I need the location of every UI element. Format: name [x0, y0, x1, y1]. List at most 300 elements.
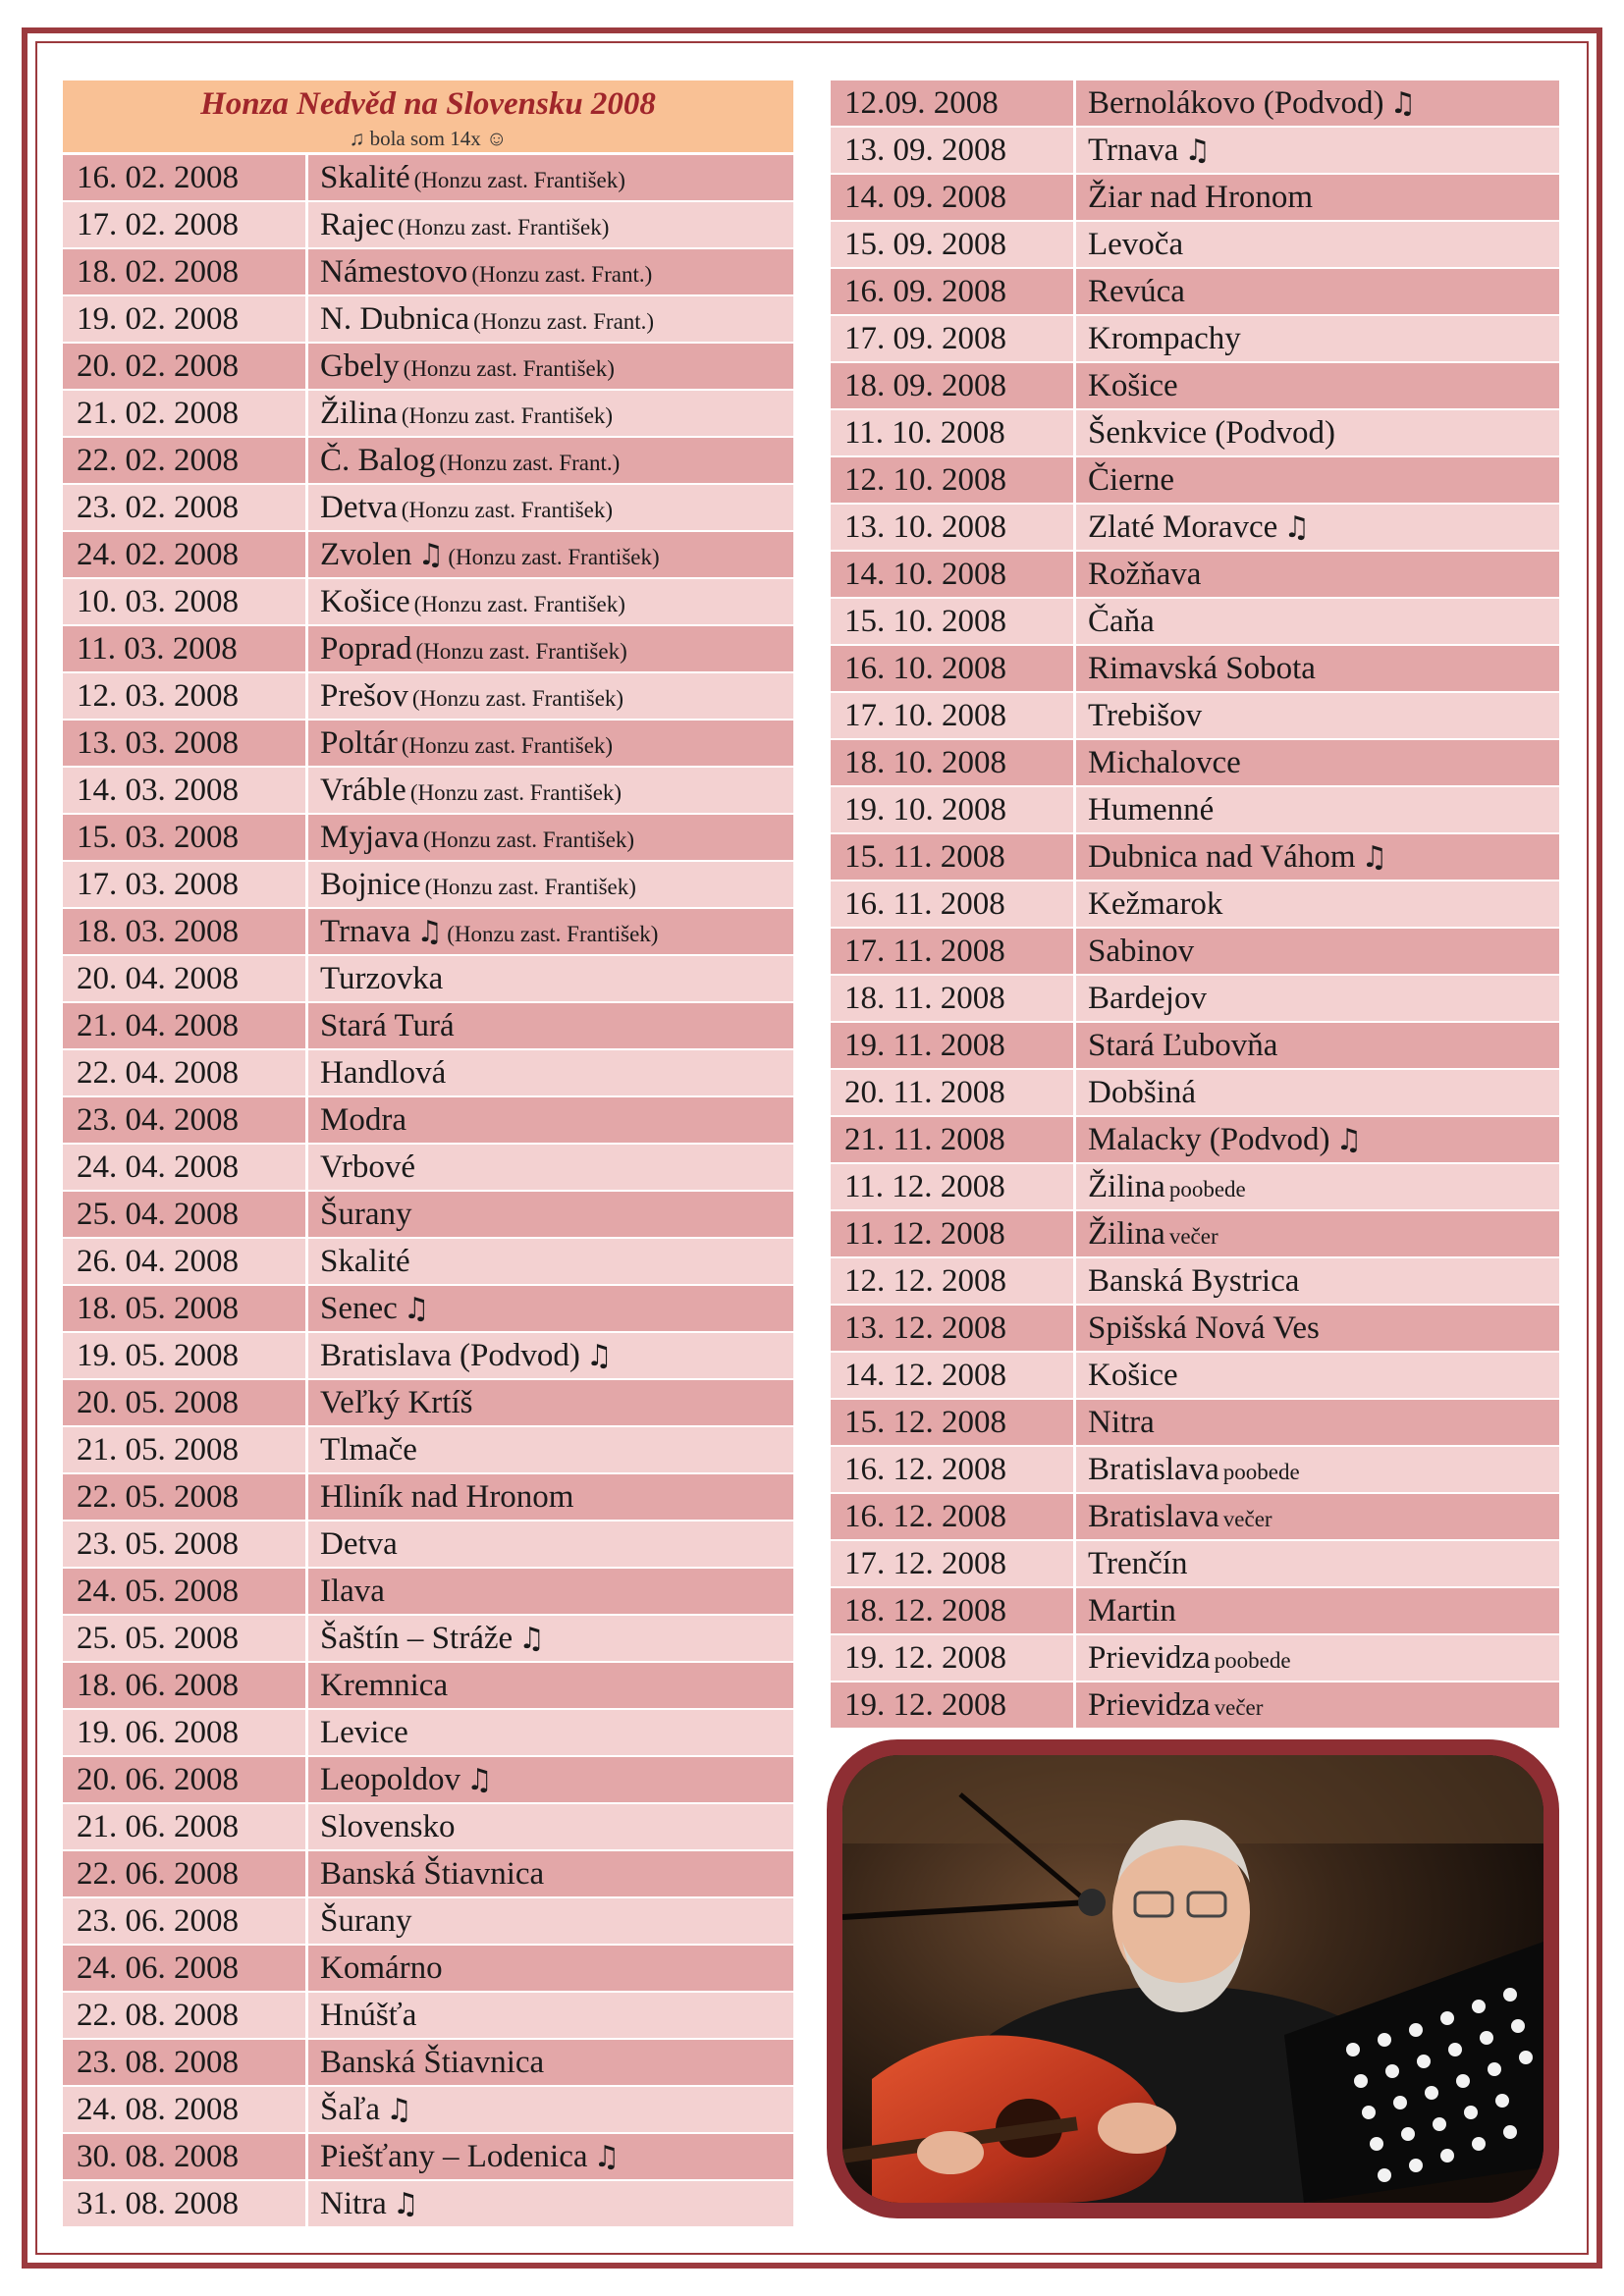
concert-date: 17. 03. 2008: [63, 862, 308, 907]
concert-row: [63, 1474, 793, 1522]
concert-date: 21. 05. 2008: [63, 1427, 308, 1472]
concert-row: [831, 976, 1559, 1023]
concert-place: Levice: [320, 1715, 408, 1750]
musician-photo-illustration: [842, 1755, 1543, 2203]
concert-place: Stará Turá: [320, 1008, 455, 1043]
concert-venue-cell: [1076, 1164, 1559, 1209]
concert-row: [63, 296, 793, 344]
concert-note: (Honzu zast. František): [409, 780, 623, 805]
concert-place: Trnava: [1088, 133, 1179, 168]
concert-date: 12. 03. 2008: [63, 673, 308, 719]
concert-date: 24. 05. 2008: [63, 1569, 308, 1614]
concert-row: [831, 1258, 1559, 1306]
concert-row: [831, 1023, 1559, 1070]
concert-place: Kežmarok: [1088, 886, 1223, 922]
concert-row: [63, 626, 793, 673]
concert-place: Sabinov: [1088, 934, 1195, 969]
right-rows: [831, 80, 1559, 1730]
concert-row: [831, 1682, 1559, 1730]
concert-note: (Honzu zast. František): [413, 168, 625, 192]
music-note-icon: ♫: [416, 915, 444, 949]
concert-place: Stará Ľubovňa: [1088, 1028, 1278, 1063]
concert-date: 20. 11. 2008: [831, 1070, 1076, 1115]
concert-venue-cell: [1076, 881, 1559, 927]
concert-date: 25. 05. 2008: [63, 1616, 308, 1661]
concert-venue-cell: [308, 532, 793, 577]
concert-venue-cell: [1076, 1682, 1559, 1728]
concert-venue-cell: [308, 1851, 793, 1896]
concert-place: Šenkvice (Podvod): [1088, 415, 1336, 451]
concert-date: 23. 04. 2008: [63, 1097, 308, 1143]
concert-row: [63, 485, 793, 532]
concert-row: [831, 1353, 1559, 1400]
concert-venue-cell: [1076, 269, 1559, 314]
concert-row: [831, 881, 1559, 929]
concert-venue-cell: [308, 1569, 793, 1614]
concert-note: (Honzu zast. František): [403, 356, 615, 381]
concert-place: Senec: [320, 1291, 398, 1326]
concert-date: 23. 08. 2008: [63, 2040, 308, 2085]
concert-date: 18. 09. 2008: [831, 363, 1076, 408]
concert-row: [831, 1117, 1559, 1164]
concert-place: Bratislava (Podvod): [320, 1338, 580, 1373]
concert-row: [831, 1070, 1559, 1117]
concert-date: 22. 06. 2008: [63, 1851, 308, 1896]
concert-date: 15. 12. 2008: [831, 1400, 1076, 1445]
concert-venue-cell: [308, 1145, 793, 1190]
concert-venue-cell: [1076, 316, 1559, 361]
concert-venue-cell: [308, 1946, 793, 1991]
concert-note: (Honzu zast. Frant.): [473, 309, 655, 334]
concert-place: Michalovce: [1088, 745, 1241, 780]
concert-row: [63, 1851, 793, 1898]
concert-venue-cell: [1076, 457, 1559, 503]
concert-place: Trebišov: [1088, 698, 1203, 733]
concert-row: [831, 410, 1559, 457]
concert-row: [63, 815, 793, 862]
concert-note: (Honzu zast. František): [401, 403, 614, 428]
concert-date: 20. 06. 2008: [63, 1757, 308, 1802]
concert-row: [63, 2040, 793, 2087]
concert-row: [831, 834, 1559, 881]
concert-venue-cell: [308, 1239, 793, 1284]
concert-venue-cell: [1076, 128, 1559, 173]
concert-row: [63, 391, 793, 438]
concert-venue-cell: [308, 1380, 793, 1425]
right-concert-table: [831, 80, 1559, 1730]
concert-place: Gbely: [320, 348, 400, 384]
title-box: [63, 80, 793, 155]
concert-venue-cell: [308, 1898, 793, 1944]
concert-row: [831, 646, 1559, 693]
concert-note: poobede: [1168, 1177, 1246, 1201]
concert-venue-cell: [308, 862, 793, 907]
concert-row: [63, 1286, 793, 1333]
concert-place: Rimavská Sobota: [1088, 651, 1316, 686]
concert-row: [63, 1239, 793, 1286]
concert-row: [63, 438, 793, 485]
concert-venue-cell: [1076, 552, 1559, 597]
concert-row: [63, 2134, 793, 2181]
concert-date: 18. 05. 2008: [63, 1286, 308, 1331]
concert-row: [63, 1663, 793, 1710]
concert-note: (Honzu zast. František): [422, 828, 635, 852]
concert-date: 30. 08. 2008: [63, 2134, 308, 2179]
concert-place: Hliník nad Hronom: [320, 1479, 574, 1515]
concert-venue-cell: [308, 673, 793, 719]
concert-place: Banská Štiavnica: [320, 1856, 545, 1892]
concert-date: 17. 11. 2008: [831, 929, 1076, 974]
concert-row: [831, 1494, 1559, 1541]
concert-note: (Honzu zast. František): [424, 875, 636, 899]
concert-place: Skalité: [320, 160, 410, 195]
concert-row: [63, 1050, 793, 1097]
concert-row: [63, 1522, 793, 1569]
concert-place: Zlaté Moravce: [1088, 509, 1278, 545]
concert-date: 23. 05. 2008: [63, 1522, 308, 1567]
concert-place: Malacky (Podvod): [1088, 1122, 1330, 1157]
concert-place: Poprad: [320, 631, 412, 667]
concert-place: Detva: [320, 1526, 398, 1562]
concert-note: (Honzu zast. František): [413, 592, 625, 616]
concert-venue-cell: [1076, 1258, 1559, 1304]
concert-place: Č. Balog: [320, 443, 436, 478]
concert-date: 17. 09. 2008: [831, 316, 1076, 361]
concert-date: 14. 12. 2008: [831, 1353, 1076, 1398]
concert-row: [63, 1145, 793, 1192]
concert-date: 16. 10. 2008: [831, 646, 1076, 691]
concert-row: [831, 1164, 1559, 1211]
concert-place: Nitra: [320, 2186, 387, 2221]
concert-note: (Honzu zast. František): [415, 639, 627, 664]
concert-venue-cell: [1076, 505, 1559, 550]
concert-row: [63, 344, 793, 391]
concert-date: 14. 03. 2008: [63, 768, 308, 813]
concert-venue-cell: [1076, 1541, 1559, 1586]
concert-row: [63, 155, 793, 202]
concert-place: Turzovka: [320, 961, 444, 996]
concert-place: Žilina: [1088, 1216, 1165, 1252]
concert-venue-cell: [308, 1427, 793, 1472]
concert-place: Banská Štiavnica: [320, 2045, 545, 2080]
concert-row: [831, 1635, 1559, 1682]
concert-venue-cell: [308, 1522, 793, 1567]
concert-row: [63, 1710, 793, 1757]
concert-date: 19. 05. 2008: [63, 1333, 308, 1378]
concert-date: 12. 10. 2008: [831, 457, 1076, 503]
concert-date: 15. 11. 2008: [831, 834, 1076, 880]
concert-date: 12.09. 2008: [831, 80, 1076, 126]
concert-venue-cell: [308, 1616, 793, 1661]
musician-photo: [842, 1755, 1543, 2203]
concert-date: 19. 06. 2008: [63, 1710, 308, 1755]
concert-note: (Honzu zast. František): [401, 733, 614, 758]
concert-venue-cell: [1076, 1306, 1559, 1351]
music-note-icon: ♫: [417, 538, 445, 572]
concert-row: [63, 249, 793, 296]
concert-place: Námestovo: [320, 254, 468, 290]
concert-row: [831, 929, 1559, 976]
concert-place: Nitra: [1088, 1405, 1155, 1440]
concert-note: (Honzu zast. František): [411, 686, 624, 711]
concert-date: 25. 04. 2008: [63, 1192, 308, 1237]
concert-place: Vrbové: [320, 1149, 415, 1185]
music-note-icon: ♫: [386, 2093, 412, 2127]
concert-date: 21. 04. 2008: [63, 1003, 308, 1048]
concert-venue-cell: [1076, 787, 1559, 832]
concert-date: 16. 02. 2008: [63, 155, 308, 200]
concert-venue-cell: [1076, 410, 1559, 455]
concert-venue-cell: [1076, 175, 1559, 220]
left-concert-table: [63, 80, 793, 2228]
concert-date: 16. 12. 2008: [831, 1494, 1076, 1539]
concert-date: 24. 06. 2008: [63, 1946, 308, 1991]
concert-venue-cell: [308, 626, 793, 671]
concert-note: večer: [1168, 1224, 1218, 1249]
concert-venue-cell: [1076, 834, 1559, 880]
concert-note: večer: [1214, 1695, 1264, 1720]
concert-place: Žilina: [1088, 1169, 1165, 1204]
concert-venue-cell: [1076, 1494, 1559, 1539]
music-note-icon: ♫: [1184, 133, 1212, 168]
concert-place: Handlová: [320, 1055, 447, 1091]
concert-date: 22. 04. 2008: [63, 1050, 308, 1095]
concert-row: [63, 768, 793, 815]
concert-venue-cell: [308, 1663, 793, 1708]
concert-place: Kremnica: [320, 1668, 449, 1703]
concert-date: 24. 04. 2008: [63, 1145, 308, 1190]
music-note-icon: ♫: [1283, 510, 1311, 545]
concert-place: Prievidza: [1088, 1640, 1211, 1676]
concert-note: poobede: [1214, 1648, 1291, 1673]
concert-row: [63, 1898, 793, 1946]
concert-date: 14. 09. 2008: [831, 175, 1076, 220]
concert-date: 20. 04. 2008: [63, 956, 308, 1001]
concert-date: 13. 09. 2008: [831, 128, 1076, 173]
concert-date: 17. 12. 2008: [831, 1541, 1076, 1586]
concert-venue-cell: [1076, 1023, 1559, 1068]
concert-date: 22. 08. 2008: [63, 1993, 308, 2038]
music-note-icon: ♫: [465, 1763, 493, 1797]
concert-place: Trnava: [320, 914, 411, 949]
concert-venue-cell: [308, 1097, 793, 1143]
concert-venue-cell: [308, 1333, 793, 1378]
music-note-icon: ♫: [518, 1622, 546, 1656]
concert-date: 23. 02. 2008: [63, 485, 308, 530]
concert-row: [831, 128, 1559, 175]
concert-place: Dobšiná: [1088, 1075, 1196, 1110]
concert-place: Komárno: [320, 1950, 443, 1986]
concert-note: (Honzu zast. František): [447, 922, 659, 946]
concert-place: Rožňava: [1088, 557, 1202, 592]
concert-date: 10. 03. 2008: [63, 579, 308, 624]
concert-row: [63, 1380, 793, 1427]
concert-venue-cell: [308, 1993, 793, 2038]
concert-place: Prešov: [320, 678, 408, 714]
concert-place: Šurany: [320, 1197, 412, 1232]
concert-date: 13. 03. 2008: [63, 721, 308, 766]
concert-venue-cell: [1076, 1400, 1559, 1445]
concert-row: [63, 1097, 793, 1145]
concert-date: 15. 10. 2008: [831, 599, 1076, 644]
concert-row: [63, 1946, 793, 1993]
concert-venue-cell: [1076, 740, 1559, 785]
concert-row: [831, 1306, 1559, 1353]
page-subtitle: ♫ bola som 14x ☺: [349, 127, 508, 150]
concert-row: [831, 1541, 1559, 1588]
concert-place: Bardejov: [1088, 981, 1207, 1016]
concert-date: 24. 08. 2008: [63, 2087, 308, 2132]
concert-row: [63, 909, 793, 956]
concert-note: večer: [1222, 1507, 1272, 1531]
concert-place: Šaštín – Stráže: [320, 1621, 514, 1656]
music-note-icon: ♫: [392, 2187, 419, 2221]
concert-row: [831, 599, 1559, 646]
concert-venue-cell: [308, 2181, 793, 2226]
concert-date: 24. 02. 2008: [63, 532, 308, 577]
concert-row: [63, 1427, 793, 1474]
concert-venue-cell: [1076, 1447, 1559, 1492]
concert-place: Bratislava: [1088, 1499, 1219, 1534]
concert-row: [63, 579, 793, 626]
concert-date: 15. 09. 2008: [831, 222, 1076, 267]
concert-venue-cell: [308, 1710, 793, 1755]
concert-note: (Honzu zast. František): [401, 498, 614, 522]
concert-row: [831, 269, 1559, 316]
concert-date: 21. 06. 2008: [63, 1804, 308, 1849]
concert-place: Levoča: [1088, 227, 1184, 262]
concert-venue-cell: [1076, 222, 1559, 267]
page-title: Honza Nedvěd na Slovensku 2008: [200, 86, 656, 122]
concert-place: Šurany: [320, 1903, 412, 1939]
concert-date: 17. 02. 2008: [63, 202, 308, 247]
concert-venue-cell: [308, 2040, 793, 2085]
concert-row: [831, 222, 1559, 269]
concert-row: [63, 532, 793, 579]
concert-date: 18. 03. 2008: [63, 909, 308, 954]
concert-date: 21. 11. 2008: [831, 1117, 1076, 1162]
music-note-icon: ♫: [585, 1339, 613, 1373]
concert-venue-cell: [308, 579, 793, 624]
concert-place: Hnúšťa: [320, 1998, 417, 2033]
concert-venue-cell: [1076, 1635, 1559, 1681]
concert-place: Veľký Krtíš: [320, 1385, 473, 1420]
concert-row: [831, 1400, 1559, 1447]
concert-place: Bojnice: [320, 867, 421, 902]
concert-venue-cell: [308, 1003, 793, 1048]
concert-row: [831, 457, 1559, 505]
concert-row: [63, 956, 793, 1003]
concert-date: 19. 12. 2008: [831, 1635, 1076, 1681]
concert-venue-cell: [1076, 976, 1559, 1021]
concert-place: Bernolákovo (Podvod): [1088, 85, 1384, 121]
concert-place: Dubnica nad Váhom: [1088, 839, 1356, 875]
concert-note: (Honzu zast. Frant.): [439, 451, 621, 475]
concert-venue-cell: [308, 1192, 793, 1237]
concert-place: Košice: [320, 584, 410, 619]
concert-venue-cell: [1076, 929, 1559, 974]
concert-date: 18. 11. 2008: [831, 976, 1076, 1021]
music-note-icon: ♫: [593, 2140, 621, 2174]
concert-note: poobede: [1222, 1460, 1300, 1484]
concert-row: [831, 363, 1559, 410]
concert-place: Čaňa: [1088, 604, 1155, 639]
concert-venue-cell: [308, 296, 793, 342]
concert-row: [63, 1192, 793, 1239]
concert-date: 11. 03. 2008: [63, 626, 308, 671]
concert-place: Košice: [1088, 368, 1178, 403]
concert-date: 18. 06. 2008: [63, 1663, 308, 1708]
concert-venue-cell: [308, 956, 793, 1001]
concert-venue-cell: [1076, 599, 1559, 644]
concert-date: 11. 10. 2008: [831, 410, 1076, 455]
concert-row: [831, 80, 1559, 128]
concert-row: [831, 787, 1559, 834]
concert-row: [63, 1804, 793, 1851]
concert-venue-cell: [1076, 1211, 1559, 1256]
concert-venue-cell: [308, 768, 793, 813]
concert-date: 16. 09. 2008: [831, 269, 1076, 314]
concert-place: Šaľa: [320, 2092, 381, 2127]
concert-place: Detva: [320, 490, 398, 525]
music-note-icon: ♫: [1361, 840, 1388, 875]
concert-row: [63, 1003, 793, 1050]
concert-row: [63, 2087, 793, 2134]
concert-date: 13. 10. 2008: [831, 505, 1076, 550]
concert-place: Piešťany – Lodenica: [320, 2139, 588, 2174]
concert-row: [831, 693, 1559, 740]
concert-row: [831, 1588, 1559, 1635]
concert-row: [831, 175, 1559, 222]
concert-date: 15. 03. 2008: [63, 815, 308, 860]
concert-venue-cell: [308, 815, 793, 860]
concert-place: Spišská Nová Ves: [1088, 1310, 1320, 1346]
concert-note: (Honzu zast. František): [398, 215, 610, 240]
concert-date: 23. 06. 2008: [63, 1898, 308, 1944]
concert-date: 14. 10. 2008: [831, 552, 1076, 597]
concert-venue-cell: [308, 344, 793, 389]
concert-date: 21. 02. 2008: [63, 391, 308, 436]
concert-place: Poltár: [320, 725, 398, 761]
concert-place: N. Dubnica: [320, 301, 470, 337]
concert-row: [63, 202, 793, 249]
concert-row: [831, 1211, 1559, 1258]
concert-row: [63, 1757, 793, 1804]
concert-place: Modra: [320, 1102, 406, 1138]
concert-place: Humenné: [1088, 792, 1215, 828]
concert-date: 26. 04. 2008: [63, 1239, 308, 1284]
concert-date: 19. 11. 2008: [831, 1023, 1076, 1068]
concert-row: [63, 721, 793, 768]
concert-place: Bratislava: [1088, 1452, 1219, 1487]
concert-venue-cell: [308, 721, 793, 766]
concert-venue-cell: [1076, 1588, 1559, 1633]
concert-place: Košice: [1088, 1358, 1178, 1393]
concert-date: 20. 02. 2008: [63, 344, 308, 389]
concert-place: Žiar nad Hronom: [1088, 180, 1314, 215]
concert-date: 11. 12. 2008: [831, 1211, 1076, 1256]
photo-frame: [827, 1739, 1559, 2218]
concert-place: Ilava: [320, 1574, 385, 1609]
concert-venue-cell: [1076, 1353, 1559, 1398]
concert-date: 18. 10. 2008: [831, 740, 1076, 785]
left-rows: [63, 155, 793, 2228]
concert-date: 19. 12. 2008: [831, 1682, 1076, 1728]
concert-row: [63, 862, 793, 909]
concert-place: Martin: [1088, 1593, 1176, 1629]
concert-date: 18. 02. 2008: [63, 249, 308, 294]
concert-place: Myjava: [320, 820, 419, 855]
